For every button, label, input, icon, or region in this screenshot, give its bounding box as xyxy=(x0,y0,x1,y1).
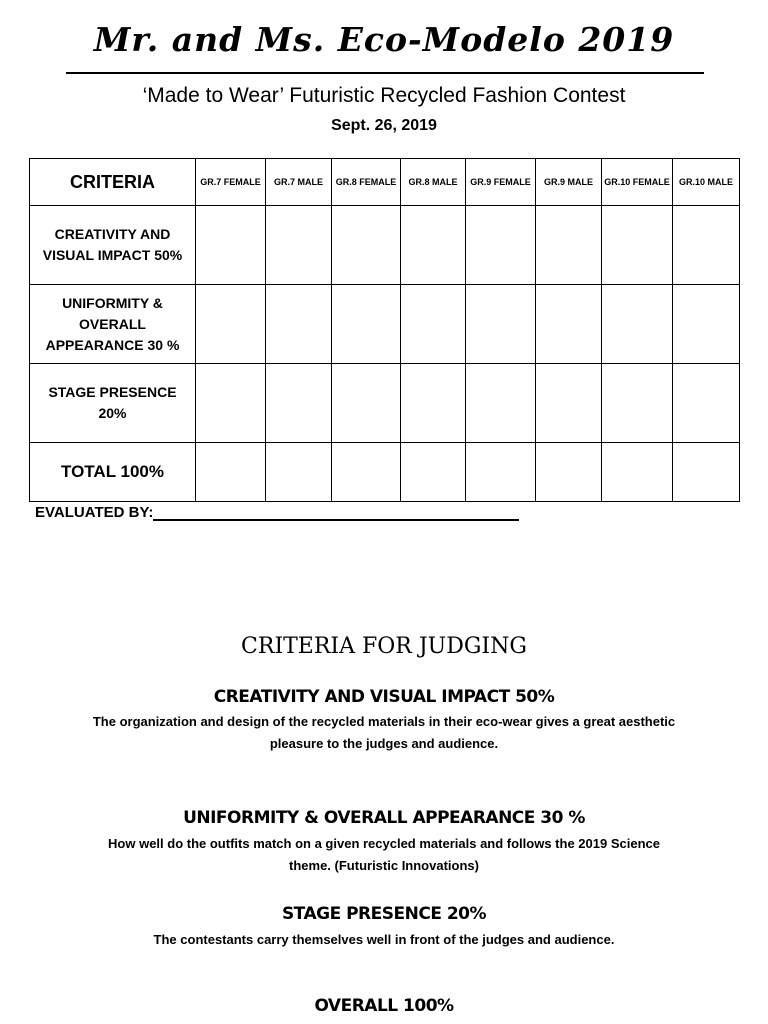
score-cell[interactable] xyxy=(466,285,536,364)
score-cell[interactable] xyxy=(196,206,266,285)
event-date: Sept. 26, 2019 xyxy=(331,117,437,134)
score-cell[interactable] xyxy=(401,364,466,443)
score-cell[interactable] xyxy=(602,285,673,364)
column-header-gr8-male: GR.8 MALE xyxy=(401,159,466,206)
column-header-gr10-male: GR.10 MALE xyxy=(673,159,740,206)
criterion-heading-creativity: CREATIVITY AND VISUAL IMPACT 50% xyxy=(213,687,555,707)
score-cell[interactable] xyxy=(466,443,536,502)
score-cell[interactable] xyxy=(332,443,401,502)
criterion-description-stage-presence: The contestants carry themselves well in front of the judges and audience. xyxy=(153,932,615,947)
criterion-description-creativity: The organization and design of the recycled materials in their eco-wear gives a great aesthetic pleasure to the judges and audience. xyxy=(92,714,676,751)
criterion-heading-stage-presence: STAGE PRESENCE 20% xyxy=(281,904,487,924)
table-row xyxy=(30,206,740,285)
score-cell[interactable] xyxy=(401,285,466,364)
criteria-section-title: CRITERIA FOR JUDGING xyxy=(241,634,527,659)
column-header-gr9-male: GR.9 MALE xyxy=(536,159,602,206)
score-cell[interactable] xyxy=(536,206,602,285)
score-cell[interactable] xyxy=(196,285,266,364)
column-header-gr7-female: GR.7 FEMALE xyxy=(196,159,266,206)
criterion-description-uniformity: How well do the outfits match on a given recycled materials and follows the 2019 Science theme. (Futuristic Innovations) xyxy=(108,836,660,873)
criteria-stage-presence: STAGE PRESENCE 20% xyxy=(30,364,196,443)
score-cell[interactable] xyxy=(673,285,740,364)
score-cell[interactable] xyxy=(673,206,740,285)
column-header-gr7-male: GR.7 MALE xyxy=(266,159,332,206)
table-row xyxy=(30,443,740,502)
column-header-gr9-female: GR.9 FEMALE xyxy=(466,159,536,206)
score-cell[interactable] xyxy=(401,206,466,285)
criterion-heading-uniformity: UNIFORMITY & OVERALL APPEARANCE 30 % xyxy=(183,808,585,828)
score-table xyxy=(29,158,740,502)
score-cell[interactable] xyxy=(602,206,673,285)
document-subtitle: ‘Made to Wear’ Futuristic Recycled Fashion Contest xyxy=(142,84,626,107)
score-cell[interactable] xyxy=(673,364,740,443)
column-header-gr8-female: GR.8 FEMALE xyxy=(332,159,401,206)
evaluated-by-label: EVALUATED BY: xyxy=(35,504,154,521)
score-cell[interactable] xyxy=(266,443,332,502)
score-cell[interactable] xyxy=(536,364,602,443)
criteria-uniformity: UNIFORMITY & OVERALL APPEARANCE 30 % xyxy=(30,285,196,364)
score-cell[interactable] xyxy=(673,443,740,502)
score-cell[interactable] xyxy=(266,206,332,285)
score-cell[interactable] xyxy=(401,443,466,502)
score-cell[interactable] xyxy=(266,364,332,443)
score-cell[interactable] xyxy=(536,443,602,502)
score-cell[interactable] xyxy=(466,206,536,285)
table-row xyxy=(30,285,740,364)
score-cell[interactable] xyxy=(266,285,332,364)
document-title: Mr. and Ms. Eco-Modelo 2019 xyxy=(93,20,675,59)
score-cell[interactable] xyxy=(196,443,266,502)
score-cell[interactable] xyxy=(196,364,266,443)
score-cell[interactable] xyxy=(332,364,401,443)
evaluator-signature-line[interactable] xyxy=(153,503,519,521)
score-cell[interactable] xyxy=(466,364,536,443)
criteria-total: TOTAL 100% xyxy=(30,443,196,502)
score-cell[interactable] xyxy=(602,364,673,443)
table-row xyxy=(30,364,740,443)
title-underline xyxy=(66,72,704,74)
score-cell[interactable] xyxy=(602,443,673,502)
evaluated-by xyxy=(35,503,519,521)
score-cell[interactable] xyxy=(332,206,401,285)
criterion-heading-overall: OVERALL 100% xyxy=(314,996,454,1016)
column-header-gr10-female: GR.10 FEMALE xyxy=(602,159,673,206)
criteria-header: CRITERIA xyxy=(30,159,196,206)
score-cell[interactable] xyxy=(536,285,602,364)
criteria-creativity: CREATIVITY AND VISUAL IMPACT 50% xyxy=(30,206,196,285)
score-cell[interactable] xyxy=(332,285,401,364)
